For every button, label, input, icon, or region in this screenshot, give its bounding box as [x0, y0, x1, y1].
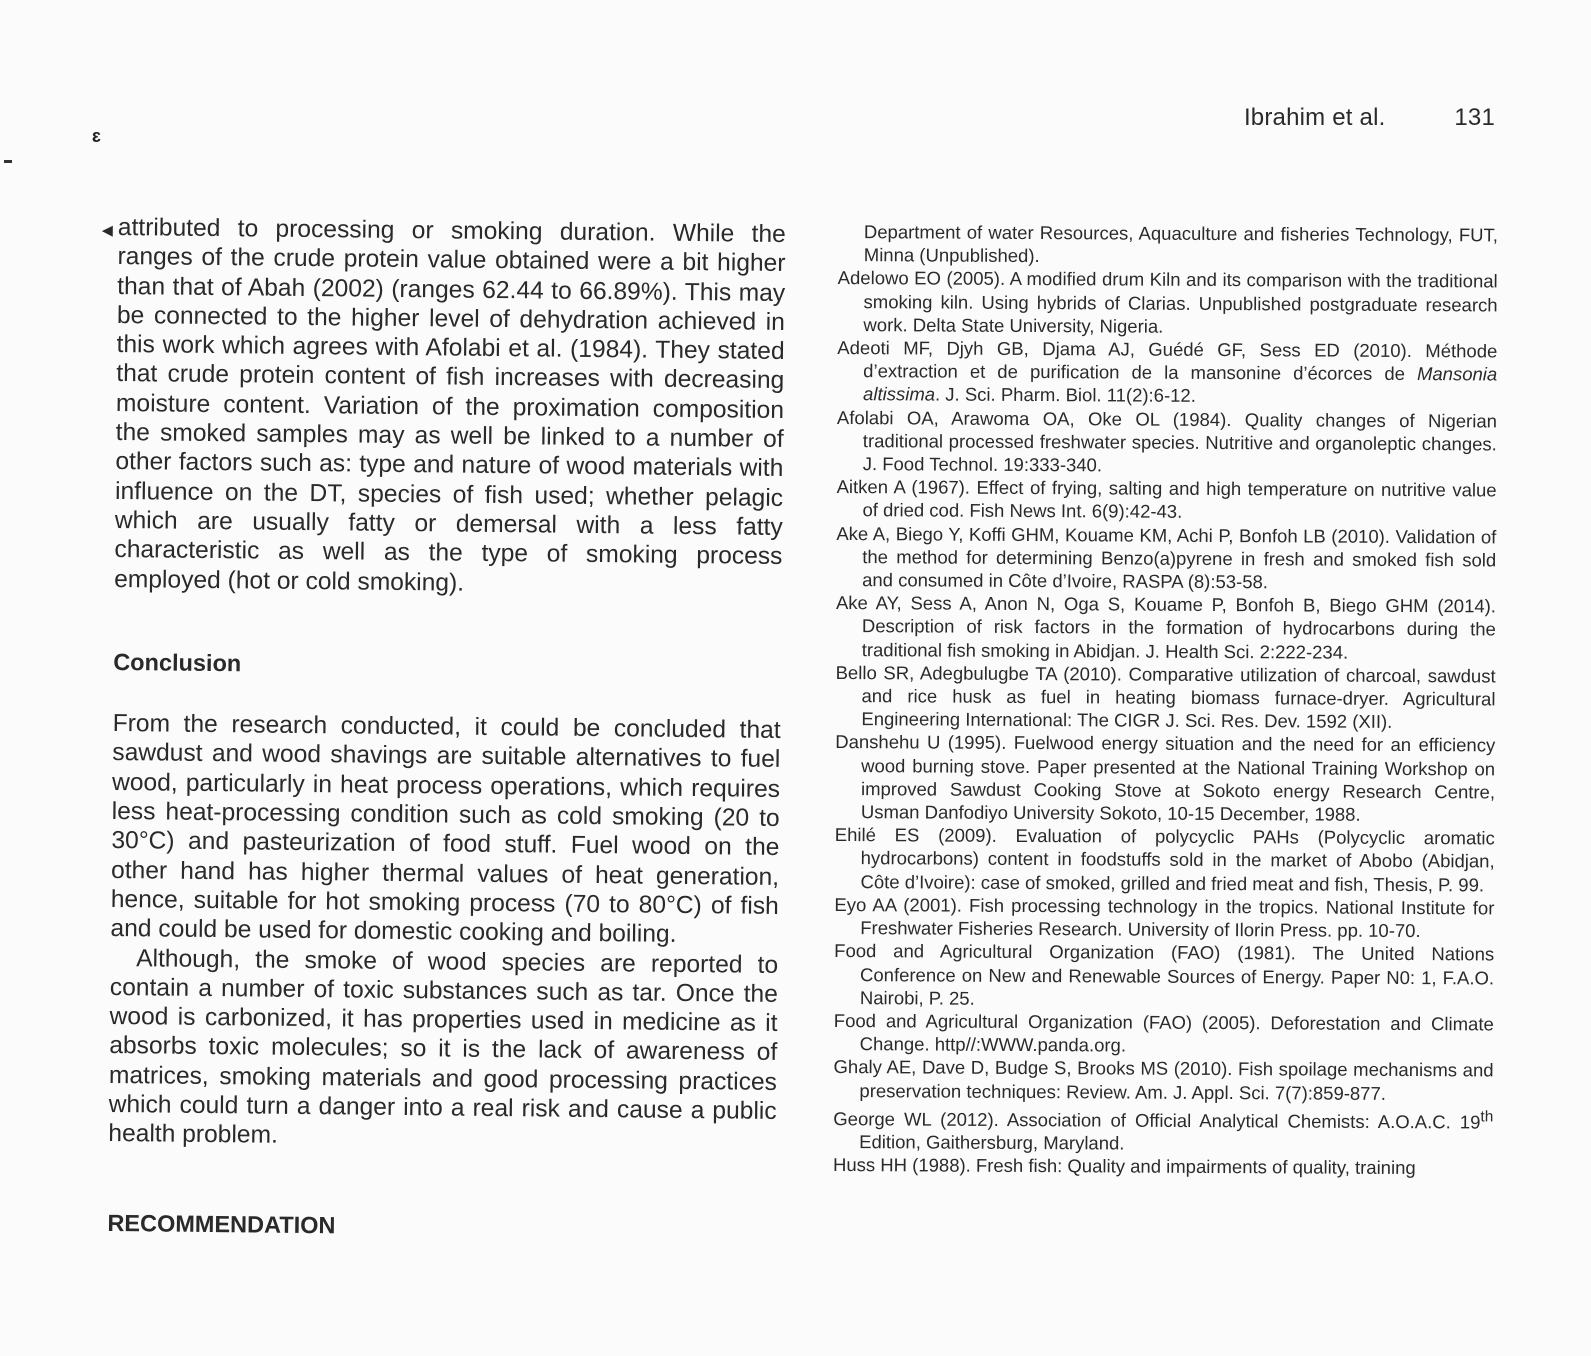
- running-head: [1244, 104, 1495, 132]
- reference-george-edition: Edition, Gaithersburg, Maryland.: [859, 1131, 1125, 1154]
- reference-adelowo: Adelowo EO (2005). A modified drum Kiln and its comparison with the traditional smoking kiln. Using hybrids of Clarias. Unpublished postgraduate research work. Delta State University, Nigeria.: [837, 267, 1498, 337]
- reference-fao-2005: Food and Agricultural Organization (FAO) (2005). Deforestation and Climate Change. http//:WWW.panda.org.: [833, 1009, 1494, 1056]
- conclusion-paragraph-2: Although, the smoke of wood species are reported to contain a number of toxic substances such as tar. Once the wood is carbonized, it has properties used in medicine as it absorbs toxic molecules; so it is the lack of awareness of matrices, smoking materials and good processing practices which could turn a danger into a real risk and cause a public health problem.: [108, 944, 779, 1150]
- recommendation-heading: RECOMMENDATION: [107, 1209, 336, 1238]
- reference-ake-2010: Ake A, Biego Y, Koffi GHM, Kouame KM, Achi P, Bonfoh LB (2010). Validation of the method for determining Benzo(a)pyrene in fresh and smoked fish sold and consumed in Côte d’Ivoire, RASPA (8):53-58.: [836, 522, 1497, 593]
- reference-afolabi: Afolabi OA, Arawoma OA, Oke OL (1984). Quality changes of Nigerian traditional processed freshwater species. Nutritive and organoleptic changes. J. Food Technol. 19:333-340.: [836, 406, 1498, 476]
- page-number: 131: [1454, 104, 1495, 131]
- conclusion-paragraph-1: From the research conducted, it could be concluded that sawdust and wood shavings are suitable alternatives to fuel wood, particularly in heat process operations, which requires less heat-processing condition such as cold smoking (20 to 30°C) and pasteurization of food stuff. Fuel wood on the other hand has higher thermal values of heat generation, hence, suitable for hot smoking process (70 to 80°C) of fish and could be used for domestic cooking and boiling.: [110, 710, 781, 949]
- reference-george: [833, 1102, 1493, 1157]
- reference-aitken: Aitken A (1967). Effect of frying, salting and high temperature on nutritive value of dried cod. Fish News Int. 6(9):42-43.: [836, 476, 1497, 523]
- reference-ehile: Ehilé ES (2009). Evaluation of polycyclic PAHs (Polycyclic aromatic hydrocarbons) content in foodstuffs sold in the market of Abobo (Abidjan, Côte d’Ivoire): case of smoked, grilled and fried meat and fish, Thesis, P. 99.: [834, 824, 1495, 896]
- body-paragraph: attributed to processing or smoking duration. While the ranges of the crude protein value obtained were a bit higher than that of Abah (2002) (ranges 62.44 to 66.89%). This may be connected to the higher level of dehydration achieved in this work which agrees with Afolabi et al. (1984). They stated that crude protein content of fish increases with decreasing moisture content. Variation of the proximation composition the smoked samples may as well be linked to a number of other factors such as: type and nature of wood materials with influence on the DT, species of fish used; whether pelagic which are usually fatty or demersal with a less fatty characteristic as well as the type of smoking process employed (hot or cold smoking).: [114, 213, 786, 597]
- reference-huss: Huss HH (1988). Fresh fish: Quality and impairments of quality, training: [832, 1154, 1416, 1179]
- reference-adeoti: [837, 336, 1497, 409]
- left-column: [101, 213, 786, 1277]
- reference-george-superscript: th: [1480, 1108, 1494, 1126]
- conclusion-heading: Conclusion: [113, 648, 242, 677]
- reference-ake-2014: Ake AY, Sess A, Anon N, Oga S, Kouame P, Bonfoh B, Biego GHM (2014). Description of risk factors in the formation of hydrocarbons during the traditional fish smoking in Abidjan. J. Health Sci. 2:222-234.: [835, 592, 1497, 663]
- reference-adeoti-journal: . J. Sci. Pharm. Biol. 11(2):6-12.: [935, 383, 1196, 407]
- reference-eyo: Eyo AA (2001). Fish processing technology in the tropics. National Institute for Freshwater Fisheries Research. University of Ilorin Press. pp. 10-70.: [834, 893, 1495, 942]
- reference-bello: Bello SR, Adegbulugbe TA (2010). Comparative utilization of charcoal, sawdust and rice husk as fuel in heating biomass furnace-dryer. Agricultural Engineering International: The CIGR J. Sci. Res. Dev. 1592 (XII).: [835, 661, 1496, 733]
- reference-continuation: Department of water Resources, Aquaculture and fisheries Technology, FUT, Minna (Unpublished).: [863, 221, 1498, 267]
- reference-ghaly: Ghaly AE, Dave D, Budge S, Brooks MS (2010). Fish spoilage mechanisms and preservation techniques: Review. Am. J. Appl. Sci. 7(7):859-877.: [833, 1056, 1494, 1104]
- reference-adeoti-text: Adeoti MF, Djyh GB, Djama AJ, Guédé GF, Sess ED (2010). Méthode d’extraction et de purification de la mansonine d’écorces de: [837, 337, 1498, 385]
- reference-george-text: George WL (2012). Association of Official Analytical Chemists: A.O.A.C. 19: [833, 1107, 1481, 1133]
- references-column: [833, 220, 1498, 1180]
- scan-artifact-mark: ɛ: [92, 126, 101, 146]
- reference-danshehu: Danshehu U (1995). Fuelwood energy situation and the need for an efficiency wood burning stove. Paper presented at the National Training Workshop on improved Sawdust Cooking Stove at Sokoto energy Research Centre, Usman Danfodiyo University Sokoto, 10-15 December, 1988.: [835, 731, 1496, 825]
- reference-fao-1981: Food and Agricultural Organization (FAO) (1981). The United Nations Conference on New and Renewable Sources of Energy. Paper N0: 1, F.A.O. Nairobi, P. 25.: [834, 940, 1495, 1009]
- running-head-authors: Ibrahim et al.: [1243, 104, 1386, 131]
- margin-arrow-mark: ◂: [101, 216, 114, 242]
- scan-artifact-dash: [4, 160, 12, 163]
- reference-adeoti-species: Mansonia altissima: [863, 363, 1498, 405]
